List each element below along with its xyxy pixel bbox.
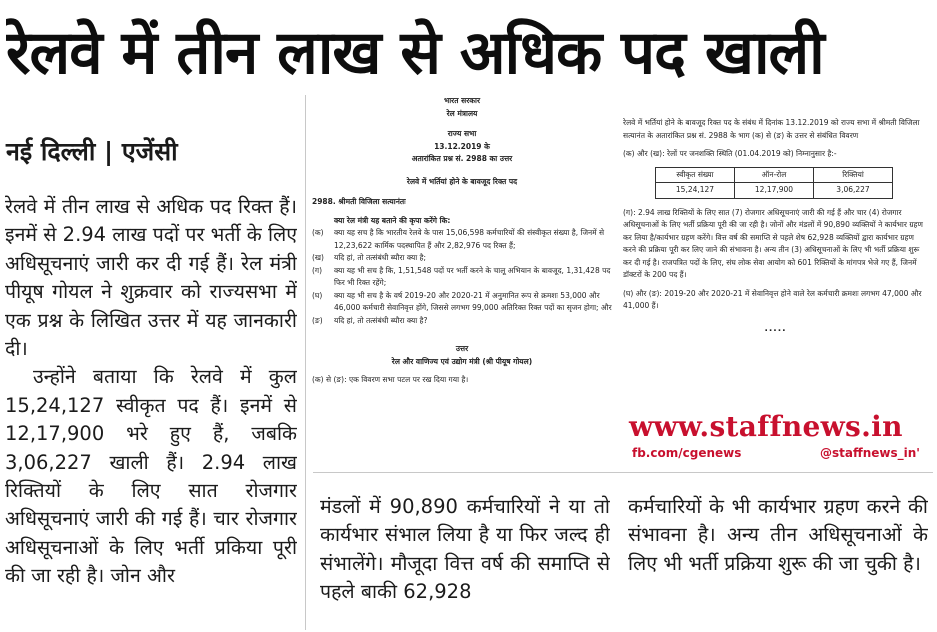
paragraph: कर्मचारियों के भी कार्यभार ग्रहण करने की संभावना है। अन्य तीन अधिसूचनाओं के लिए भी भर्ती प्रक्रिया शुरू की जा चुकी है। — [628, 495, 928, 575]
doc-intro: क्या रेल मंत्री यह बताने की कृपा करेंगे कि: — [334, 215, 451, 225]
doc-date: 13.12.2019 के — [434, 141, 490, 151]
doc-asker: 2988. श्रीमती विजिला सत्यानंतः — [312, 197, 406, 206]
doc-house: राज्य सभा — [447, 129, 477, 138]
twitter-handle[interactable]: @staffnews_in' — [820, 446, 920, 460]
doc-item: (घ) क्या यह भी सच है के वर्ष 2019-20 और 2020-21 में अनुमानित रूप से क्रमशः 53,000 और 46,000 कर्मचारी सेवानिवृत्त होंगे, जिससे लगभग 99,000 अतिरिक्त रिक्त पदों का सृजन होगा; और — [312, 290, 612, 312]
dateline: नई दिल्ली | एजेंसी — [6, 137, 178, 166]
table-row — [656, 183, 893, 199]
section-divider — [313, 472, 933, 473]
table-header: स्वीकृत संख्या — [656, 167, 735, 183]
statement-intro: रेलवे में भर्तियां होने के बावजूद रिक्त पद के संबंध में दिनांक 13.12.2019 को राज्य सभा में श्रीमती विजिला सत्यानंत के अतारांकित प्रश्न सं. 2988 के भाग (क) से (ङ) के उत्तर से संबंधित विवरण — [623, 118, 920, 140]
doc-subject: रेलवे में भर्तियां होने के बावजूद रिक्त पद — [406, 176, 518, 186]
table-header: ऑन-रोल — [735, 167, 814, 183]
doc-item: (क) क्या यह सच है कि भारतीय रेलवे के पास 15,06,598 कर्मचारियों की संस्वीकृत संख्या है, जिनमें से 12,23,622 कार्मिक पदस्थापित हैं और 2,82,976 पद रिक्त हैं; — [312, 228, 605, 250]
parliament-document — [312, 95, 612, 465]
statement-ka-kha: (क) और (ख): रेलों पर जनशक्ति स्थिति (01.04.2019 को) निम्नानुसार है:- — [623, 149, 837, 158]
doc-answer-minister: रेल और वाणिज्य एवं उद्योग मंत्री (श्री पीयूष गोयल) — [391, 356, 533, 366]
doc-ministry: रेल मंत्रालय — [446, 108, 478, 118]
site-watermark[interactable]: www.staffnews.in — [629, 410, 903, 443]
table-cell: 12,17,900 — [735, 183, 814, 199]
article-column-1 — [5, 193, 297, 623]
doc-answer-heading: उत्तर — [455, 344, 469, 353]
doc-item: (ग) क्या यह भी सच है कि, 1,51,548 पदों पर भर्ती करने के चालू अभियान के बावजूद, 1,31,428 पद फिर भी रिक्त रहेंगे; — [312, 265, 611, 287]
statement-ga: (ग): 2.94 लाख रिक्तियों के लिए सात (7) रोजगार अधिसूचनाएं जारी की गई हैं और चार (4) रोजगार अधिसूचनाओं के लिए भर्ती प्रक्रिया पूरी की जा रही है। जोनों और मंडलों में 90,890 व्यक्तियों ने कार्यभार ग्रहण कर लिया है/कार्यभार ग्रहण करेंगे। वित्त वर्ष की समाप्ति से पहले शेष 62,928 व्यक्तियों द्वारा कार्यभार ग्रहण करने की प्रक्रिया पूरी कर लिए जाने की संभावना है। अन्य तीन (3) अधिसूचनाओं के लिए भी भर्ती प्रक्रिया शुरू कर दी गई है। राजपत्रित पदों के लिए, संघ लोक सेवा आयोग को 601 रिक्तियों के मांगपत्र भेजे गए हैं, जिनमें डॉक्टरों के 200 पद हैं। — [623, 207, 923, 279]
paragraph: उन्होंने बताया कि रेलवे में कुल 15,24,127 स्वीकृत पद हैं। इनमें से 12,17,900 भरे हुए हैं, जबकि 3,06,227 खाली हैं। 2.94 लाख रिक्तियों के लिए सात रोजगार अधिसूचनाएं जारी की गई हैं। चार रोजगार अधिसूचनाओं के लिए भर्ती प्रकिया पूरी की जा रही है। जोन और — [5, 365, 297, 588]
statement-document — [623, 117, 928, 402]
facebook-handle[interactable]: fb.com/cgenews — [632, 446, 742, 460]
paragraph: मंडलों में 90,890 कर्मचारियों ने या तो कार्यभार संभाल लिया है या फिर जल्द ही संभालेंगे। मौजूदा वित्त वर्ष की समाप्ति से पहले बाकी 62,928 — [320, 495, 610, 604]
statement-gha: (घ) और (ङ): 2019-20 और 2020-21 में सेवानिवृत्त होने वाले रेल कर्मचारी क्रमशः लगभग 47,000 और 41,000 हैं। — [623, 288, 922, 310]
table-header: रिक्तियां — [814, 167, 893, 183]
doc-item: (ङ) यदि हां, तो तत्संबंधी ब्यौरा क्या है? — [312, 315, 428, 325]
doc-gov: भारत सरकार — [443, 96, 481, 105]
manpower-table — [655, 167, 893, 199]
article-column-2 — [320, 493, 610, 623]
paragraph: रेलवे में तीन लाख से अधिक पद रिक्त हैं। इनमें से 2.94 लाख पदों पर भर्ती के लिए अधिसूचनाएं जारी कर दी गई हैं। रेल मंत्री पीयूष गोयल ने शुक्रवार को राज्यसभा में एक प्रश्न के लिखित उत्तर में यह जानकारी दी। — [5, 195, 297, 361]
statement-end-dots: ..... — [764, 323, 787, 334]
column-divider — [305, 95, 306, 630]
doc-item: (ख) यदि हां, तो तत्संबंधी ब्यौरा क्या है; — [312, 253, 427, 262]
headline: रेलवे में तीन लाख से अधिक पद खाली — [6, 18, 824, 88]
article-column-3 — [628, 493, 928, 623]
table-header-row — [656, 167, 893, 183]
table-cell: 3,06,227 — [814, 183, 893, 199]
table-cell: 15,24,127 — [656, 183, 735, 199]
doc-question: अतारांकित प्रश्न सं. 2988 का उत्तर — [411, 154, 513, 163]
doc-answer-text: (क) से (ङ): एक विवरण सभा पटल पर रख दिया गया है। — [312, 375, 469, 384]
